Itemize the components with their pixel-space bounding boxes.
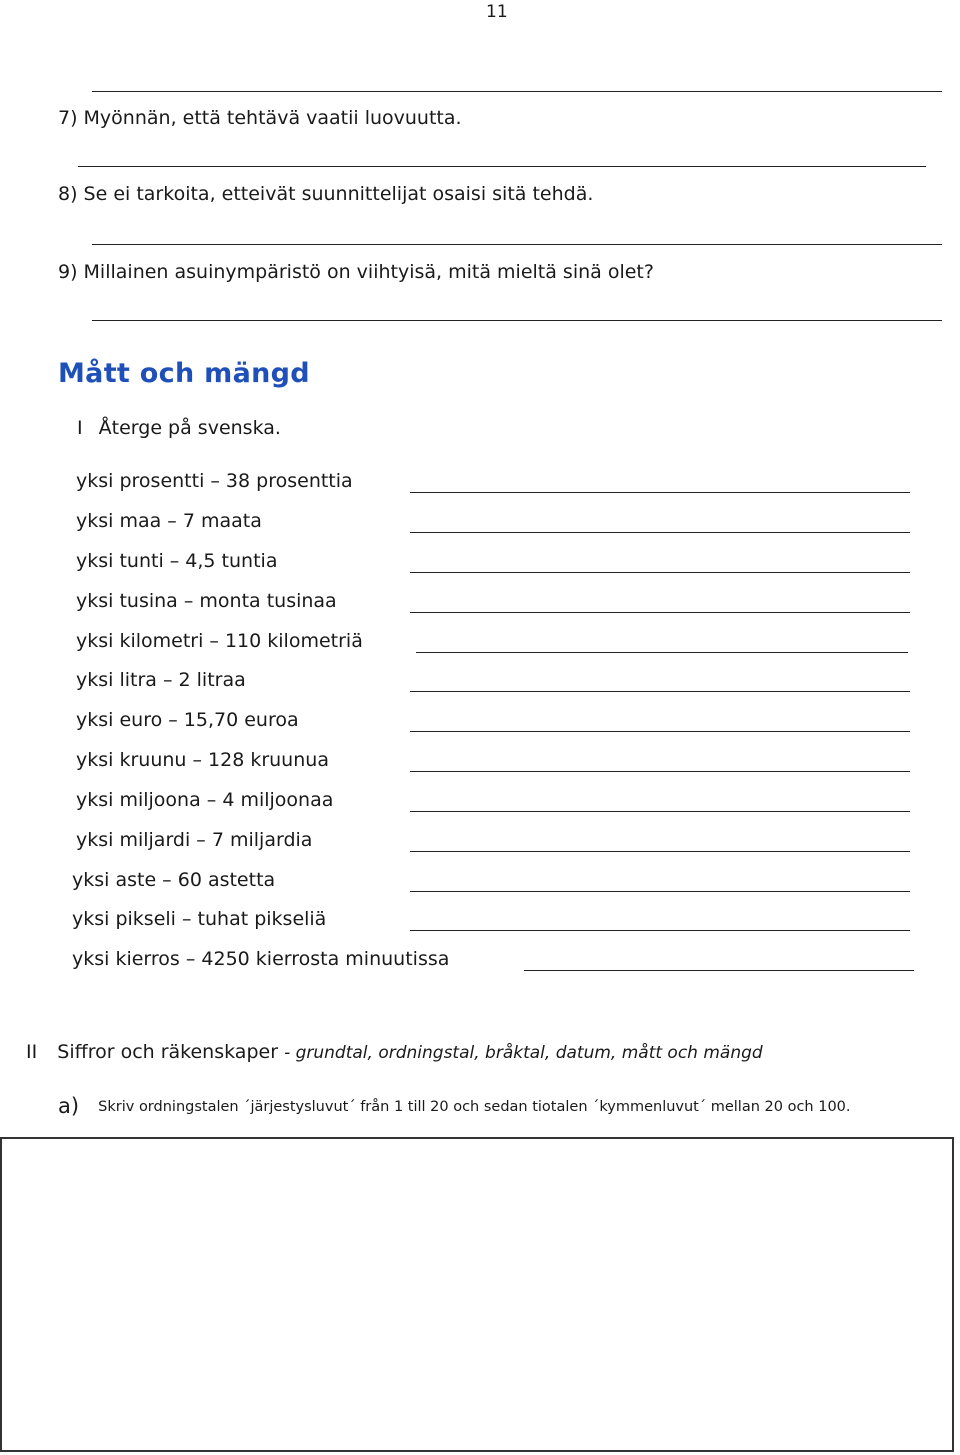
- vocab-row: [0, 709, 960, 737]
- vocab-row: [0, 749, 960, 777]
- vocab-text: yksi euro – 15,70 euroa: [76, 709, 299, 731]
- vocab-answer-line[interactable]: [410, 492, 910, 493]
- task-a: [58, 1094, 851, 1118]
- task-a-letter: a): [58, 1094, 80, 1118]
- vocab-answer-line[interactable]: [410, 930, 910, 931]
- question-8: 8) Se ei tarkoita, etteivät suunnittelijat osaisi sitä tehdä.: [58, 183, 594, 205]
- section-two-heading: [26, 1041, 763, 1063]
- vocab-row: [0, 550, 960, 578]
- vocab-row: [0, 590, 960, 618]
- task-a-text: Skriv ordningstalen ´järjestysluvut´ från 1 till 20 och sedan tiotalen ´kymmenluvut´ mellan 20 och 100.: [98, 1099, 851, 1115]
- question-9: 9) Millainen asuinympäristö on viihtyisä, mitä mieltä sinä olet?: [58, 261, 654, 283]
- vocab-answer-line[interactable]: [410, 771, 910, 772]
- vocab-row: [0, 829, 960, 857]
- vocab-answer-line[interactable]: [410, 731, 910, 732]
- vocab-answer-line[interactable]: [416, 652, 908, 653]
- vocab-answer-line[interactable]: [410, 811, 910, 812]
- section-two-title: Siffror och räkenskaper: [57, 1041, 279, 1063]
- answer-line-8[interactable]: [92, 244, 942, 245]
- answer-line-9[interactable]: [92, 320, 942, 321]
- vocab-answer-line[interactable]: [410, 891, 910, 892]
- vocab-answer-line[interactable]: [524, 970, 914, 971]
- answer-line-7[interactable]: [78, 166, 926, 167]
- vocab-text: yksi pikseli – tuhat pikseliä: [72, 908, 327, 930]
- section-heading: Mått och mängd: [58, 358, 310, 389]
- vocab-text: yksi prosentti – 38 prosenttia: [76, 470, 353, 492]
- vocab-row: [0, 789, 960, 817]
- vocab-row: [0, 908, 960, 936]
- instruction-text: Återge på svenska.: [98, 417, 281, 439]
- section-two-roman: II: [26, 1041, 38, 1063]
- vocab-text: yksi tusina – monta tusinaa: [76, 590, 337, 612]
- vocab-text: yksi kilometri – 110 kilometriä: [76, 630, 363, 652]
- vocab-answer-line[interactable]: [410, 532, 910, 533]
- instruction-roman: I: [77, 417, 83, 439]
- vocab-text: yksi miljardi – 7 miljardia: [76, 829, 313, 851]
- question-7: 7) Myönnän, että tehtävä vaatii luovuutta.: [58, 107, 462, 129]
- vocab-text: yksi aste – 60 astetta: [72, 869, 276, 891]
- vocab-row: [0, 869, 960, 897]
- vocab-text: yksi litra – 2 litraa: [76, 669, 246, 691]
- vocab-text: yksi kruunu – 128 kruunua: [76, 749, 329, 771]
- vocab-row: [0, 948, 960, 976]
- vocab-text: yksi miljoona – 4 miljoonaa: [76, 789, 334, 811]
- vocab-row: [0, 630, 960, 658]
- vocab-text: yksi tunti – 4,5 tuntia: [76, 550, 278, 572]
- instruction: [77, 417, 281, 439]
- answer-line-6[interactable]: [92, 91, 942, 92]
- vocab-answer-line[interactable]: [410, 851, 910, 852]
- answer-box[interactable]: [0, 1137, 954, 1452]
- section-two-subtitle: - grundtal, ordningstal, bråktal, datum, mått och mängd: [284, 1043, 763, 1063]
- vocab-answer-line[interactable]: [410, 572, 910, 573]
- page-number: 11: [486, 2, 508, 22]
- vocab-row: [0, 510, 960, 538]
- vocab-text: yksi kierros – 4250 kierrosta minuutissa: [72, 948, 450, 970]
- vocab-answer-line[interactable]: [410, 691, 910, 692]
- vocab-answer-line[interactable]: [410, 612, 910, 613]
- vocab-row: [0, 669, 960, 697]
- vocab-text: yksi maa – 7 maata: [76, 510, 262, 532]
- vocab-row: [0, 470, 960, 498]
